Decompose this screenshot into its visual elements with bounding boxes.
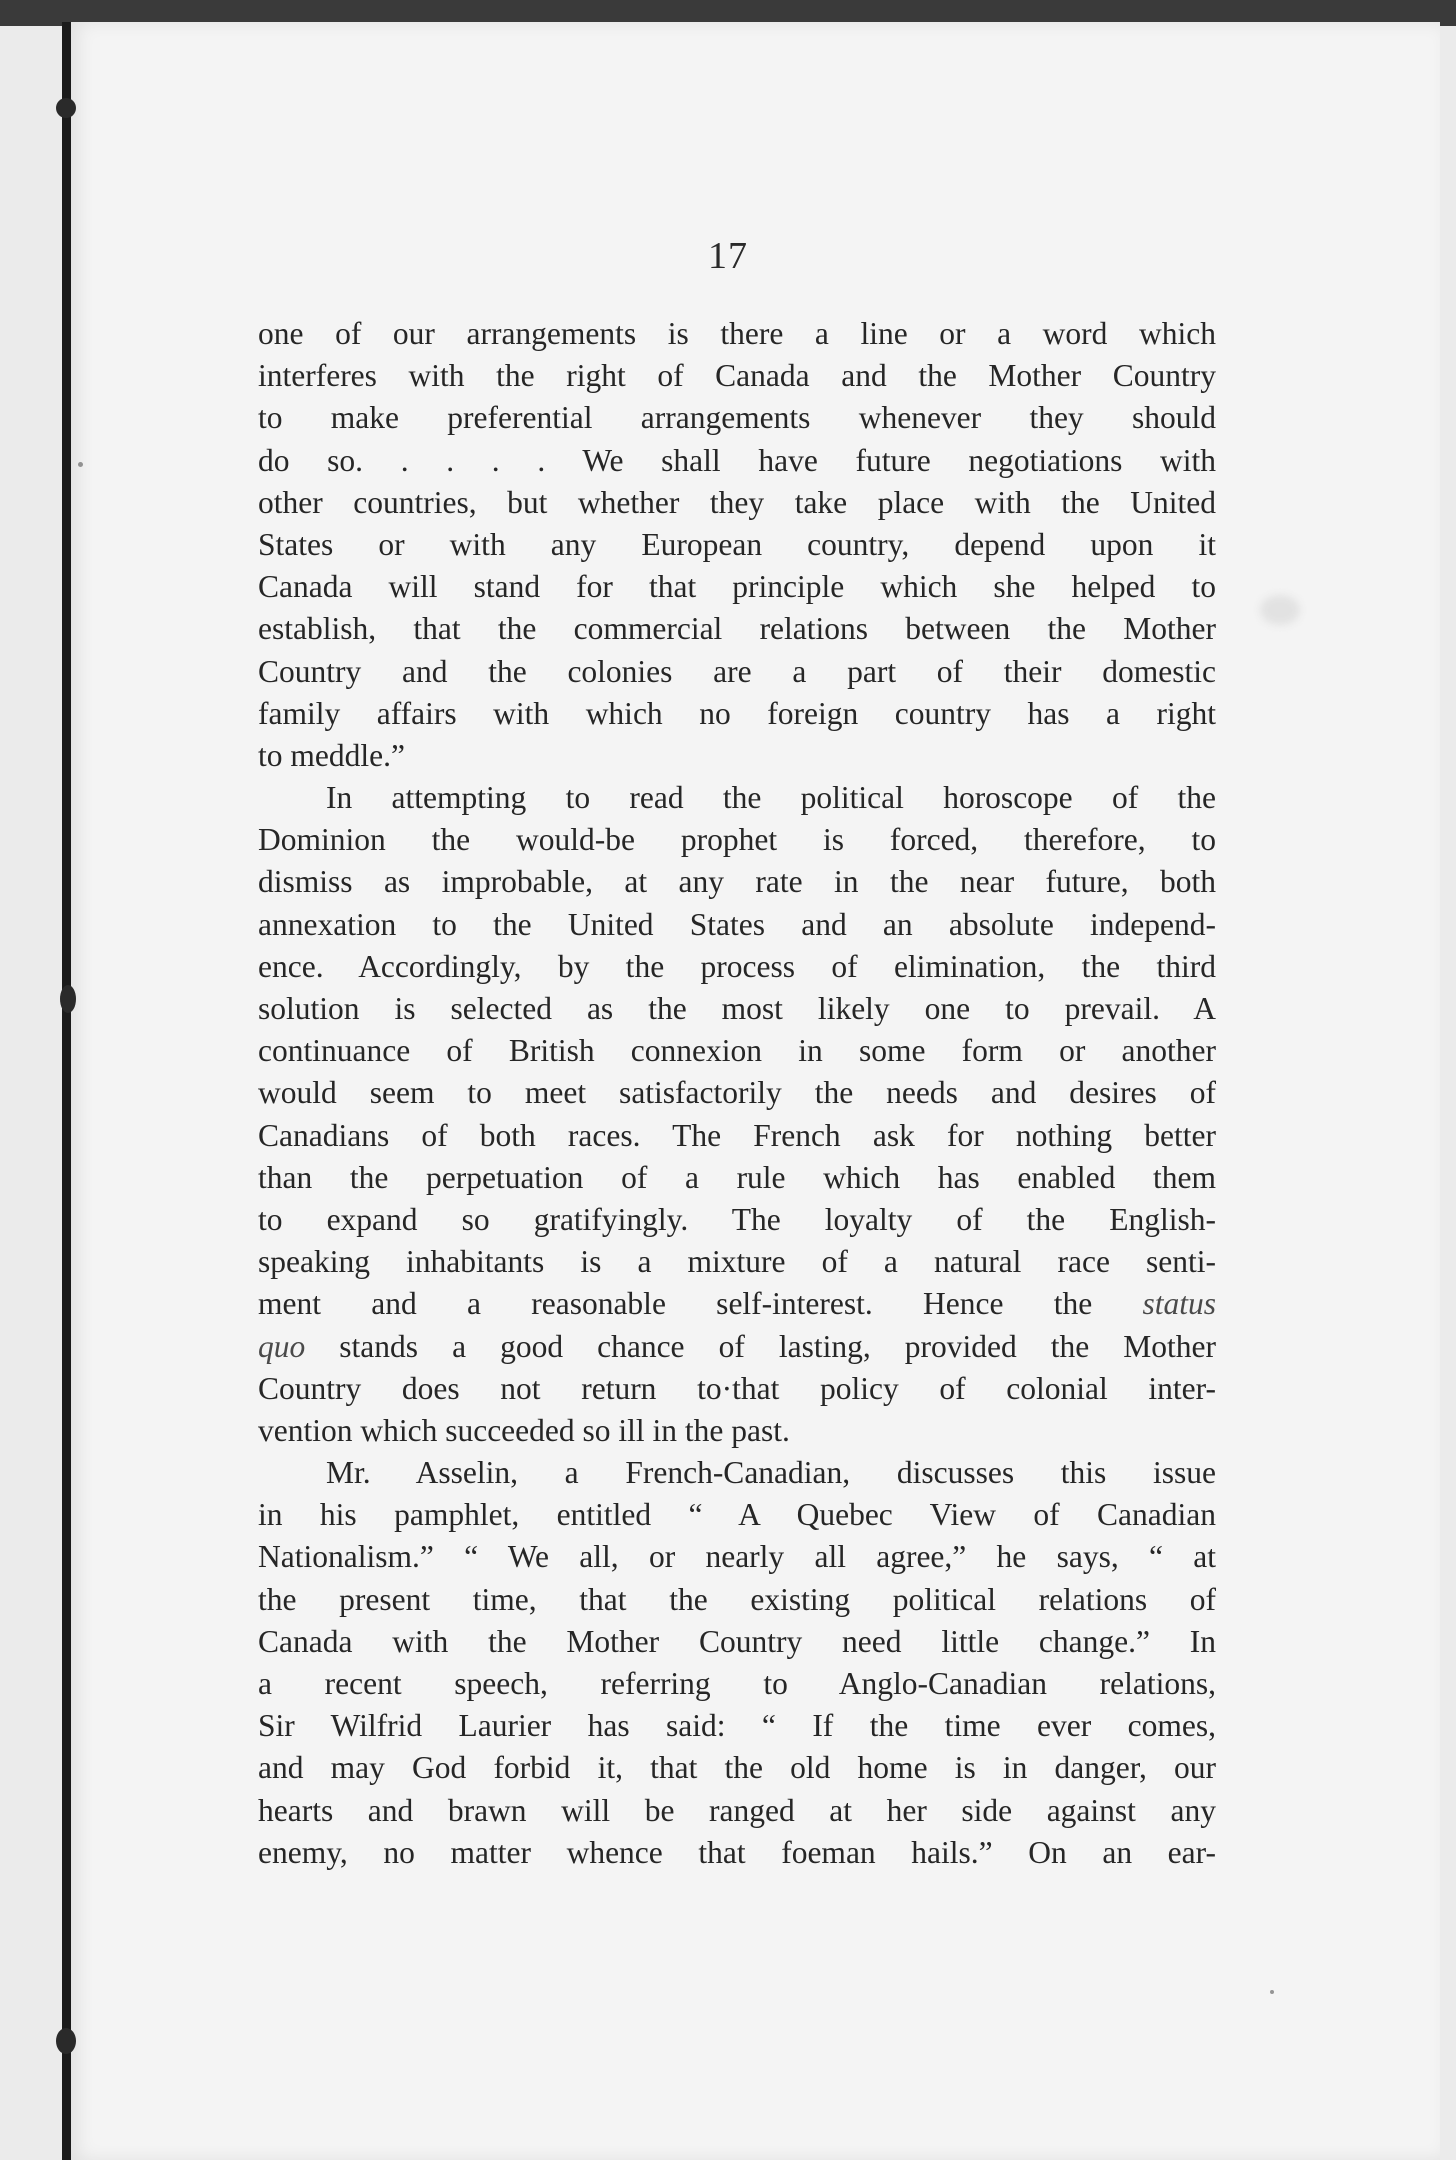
- text-line: the present time, that the existing political relations of: [258, 1581, 1216, 1617]
- text-line: to meddle.”: [258, 737, 405, 773]
- text-line: annexation to the United States and an absolute independ-: [258, 906, 1216, 942]
- text-line: solution is selected as the most likely one to prevail. A: [258, 991, 1216, 1026]
- page-number: 17: [708, 235, 748, 277]
- text-line: hearts and brawn will be ranged at her side against any: [258, 1792, 1216, 1828]
- text-line: Canada will stand for that principle which she helped to: [258, 569, 1216, 605]
- text-line: do so. . . . . We shall have future negotiations with: [258, 442, 1216, 478]
- text-line: establish, that the commercial relations between the Mother: [258, 611, 1216, 647]
- text-line: to expand so gratifyingly. The loyalty of the English-: [258, 1201, 1216, 1237]
- text-line: than the perpetuation of a rule which has enabled them: [258, 1159, 1216, 1195]
- scan-speck: [1270, 1990, 1274, 1994]
- text-line: enemy, no matter whence that foeman hails.” On an ear-: [258, 1834, 1216, 1870]
- text-line: Country and the colonies are a part of their domestic: [258, 653, 1216, 689]
- binding-mark: [60, 985, 76, 1013]
- text-line: States or with any European country, depend upon it: [258, 526, 1216, 562]
- text-line: ment and a reasonable self-interest. Hence the status: [258, 1286, 1216, 1322]
- text-line: quo stands a good chance of lasting, provided the Mother: [258, 1328, 1216, 1364]
- scan-smudge: [1260, 595, 1300, 625]
- text-line: Mr. Asselin, a French-Canadian, discusses this issue: [326, 1455, 1216, 1491]
- paragraph: [258, 777, 1216, 1452]
- text-line: other countries, but whether they take place with the United: [258, 484, 1216, 520]
- text-line: in his pamphlet, entitled “ A Quebec View of Canadian: [258, 1497, 1216, 1533]
- text-line: Nationalism.” “ We all, or nearly all agree,” he says, “ at: [258, 1539, 1216, 1575]
- text-line: continuance of British connexion in some form or another: [258, 1033, 1216, 1069]
- text-line: one of our arrangements is there a line or a word which: [258, 316, 1216, 351]
- book-spine: [62, 22, 71, 2160]
- paragraph: [258, 313, 1216, 777]
- text-line: Canadians of both races. The French ask for nothing better: [258, 1117, 1216, 1153]
- text-line: would seem to meet satisfactorily the needs and desires of: [258, 1075, 1216, 1111]
- text-line: Sir Wilfrid Laurier has said: “ If the time ever comes,: [258, 1708, 1216, 1744]
- text-line: ence. Accordingly, by the process of elimination, the third: [258, 948, 1216, 984]
- text-line: Country does not return to·that policy of colonial inter-: [258, 1370, 1216, 1406]
- body-text: [258, 313, 1216, 1874]
- scan-speck: [78, 462, 83, 467]
- text-line: In attempting to read the political horoscope of the: [326, 780, 1216, 816]
- text-line: dismiss as improbable, at any rate in the near future, both: [258, 864, 1216, 900]
- paragraph: [258, 1452, 1216, 1874]
- text-line: Dominion the would-be prophet is forced, therefore, to: [258, 822, 1216, 858]
- text-line: family affairs with which no foreign country has a right: [258, 695, 1216, 731]
- text-line: interferes with the right of Canada and the Mother Country: [258, 358, 1216, 394]
- binding-mark: [56, 98, 76, 118]
- text-line: to make preferential arrangements whenever they should: [258, 400, 1216, 436]
- binding-mark: [56, 2028, 76, 2054]
- text-line: vention which succeeded so ill in the past.: [258, 1412, 790, 1448]
- text-line: speaking inhabitants is a mixture of a natural race senti-: [258, 1244, 1216, 1280]
- text-line: Canada with the Mother Country need little change.” In: [258, 1623, 1216, 1659]
- text-line: a recent speech, referring to Anglo-Canadian relations,: [258, 1666, 1216, 1701]
- text-line: and may God forbid it, that the old home is in danger, our: [258, 1750, 1216, 1786]
